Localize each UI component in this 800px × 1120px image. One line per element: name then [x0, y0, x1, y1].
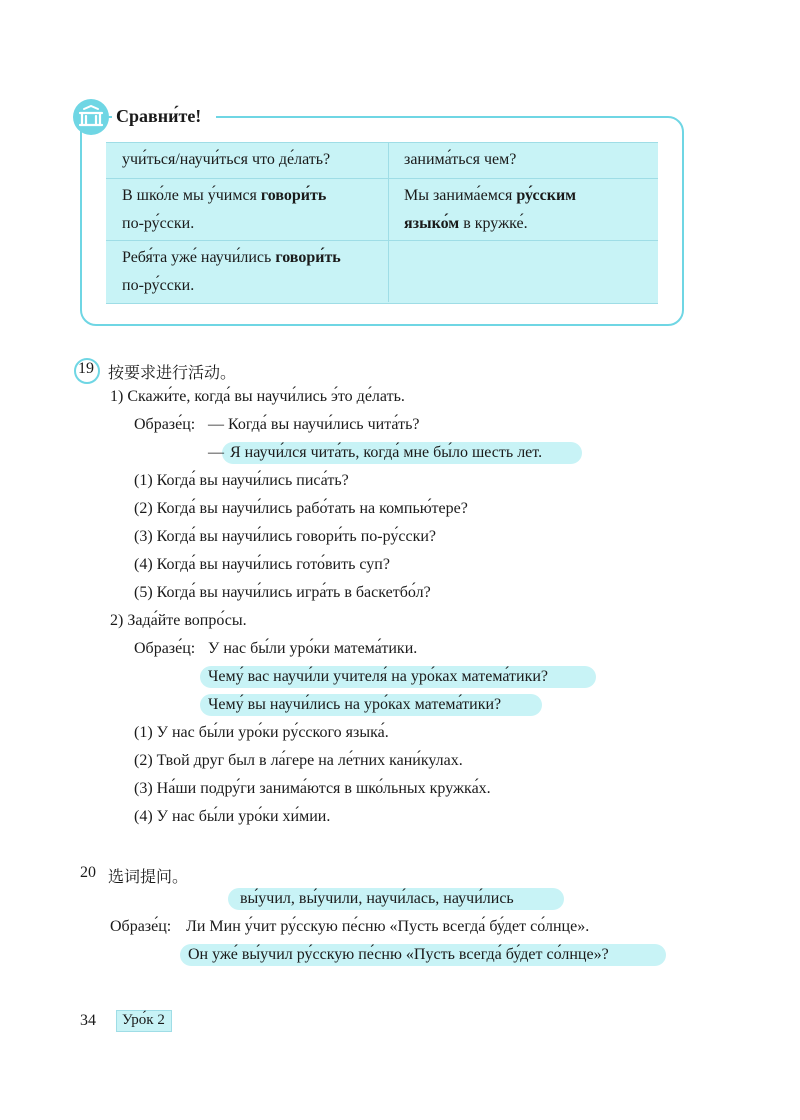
ex20-word-bank: вы́учил, вы́учили, научи́лась, научи́лись — [240, 890, 514, 907]
ex19-part1-model-question: — Когда́ вы научи́лись чита́ть? — [208, 416, 420, 433]
ex19-part2-item: (3) На́ши подру́ги занима́ются в шко́льных кружка́х. — [134, 780, 491, 797]
ex19-part2-item: (2) Твой друг был в ла́гере на ле́тних кани́кулах. — [134, 752, 463, 769]
ex19-part1-item: (5) Когда́ вы научи́лись игра́ть в баскетбо́л? — [134, 584, 431, 601]
ex19-part2-title: 2) Зада́йте вопро́сы. — [110, 612, 247, 629]
ex19-part2-item: (4) У нас бы́ли уро́ки хи́мии. — [134, 808, 331, 825]
compare-icon — [72, 98, 110, 136]
compare-r1c1: В шко́ле мы у́чимся говори́ть — [122, 187, 327, 204]
exercise-19-instruction: 按要求进行活动。 — [108, 365, 237, 382]
ex19-part2-model-text: У нас бы́ли уро́ки матема́тики. — [208, 640, 418, 657]
compare-r1c2-cont: языко́м в кружке́. — [404, 215, 528, 232]
compare-r1c1-cont: по-ру́сски. — [122, 215, 195, 232]
ex19-part2-model-answer1: Чему́ вас научи́ли учителя́ на уро́ках матема́тики? — [208, 668, 549, 685]
ex19-part1-title: 1) Скажи́те, когда́ вы научи́лись э́то де́лать. — [110, 388, 405, 405]
compare-header-col1: учи́ться/научи́ться что де́лать? — [122, 151, 331, 168]
page-number: 34 — [80, 1012, 96, 1029]
ex19-part1-item: (4) Когда́ вы научи́лись гото́вить суп? — [134, 556, 390, 573]
ex19-part1-item: (1) Когда́ вы научи́лись писа́ть? — [134, 472, 349, 489]
ex19-part1-model-dash: — — [208, 444, 224, 461]
ex20-model-text: Ли Мин у́чит ру́сскую пе́сню «Пусть всегда́ бу́дет со́лнце». — [186, 918, 590, 935]
exercise-20-instruction: 选词提问。 — [108, 869, 189, 886]
exercise-19-number: 19 — [78, 360, 94, 377]
exercise-20-number: 20 — [80, 864, 96, 881]
compare-header-col2: занима́ться чем? — [404, 151, 517, 168]
ex19-part2-model-label: Образе́ц: — [134, 640, 196, 657]
lesson-label: Уро́к 2 — [122, 1012, 165, 1028]
ex20-model-answer: Он уже́ вы́учил ру́сскую пе́сню «Пусть всегда́ бу́дет со́лнце»? — [188, 946, 609, 963]
compare-r2c1: Ребя́та уже́ научи́лись говори́ть — [122, 249, 341, 266]
ex19-part2-item: (1) У нас бы́ли уро́ки ру́сского языка́. — [134, 724, 389, 741]
ex19-part1-model-answer: Я научи́лся чита́ть, когда́ мне бы́ло шесть лет. — [230, 444, 543, 461]
ex19-part2-model-answer2: Чему́ вы научи́лись на уро́ках матема́тики? — [208, 696, 502, 713]
compare-r2c1-cont: по-ру́сски. — [122, 277, 195, 294]
compare-title: Сравни́те! — [116, 106, 202, 126]
ex19-part1-item: (2) Когда́ вы научи́лись рабо́тать на компью́тере? — [134, 500, 468, 517]
ex20-model-label: Образе́ц: — [110, 918, 172, 935]
ex19-part1-item: (3) Когда́ вы научи́лись говори́ть по-ру́сски? — [134, 528, 437, 545]
ex19-part1-model-label: Образе́ц: — [134, 416, 196, 433]
compare-r1c2: Мы занима́емся ру́сским — [404, 187, 577, 204]
